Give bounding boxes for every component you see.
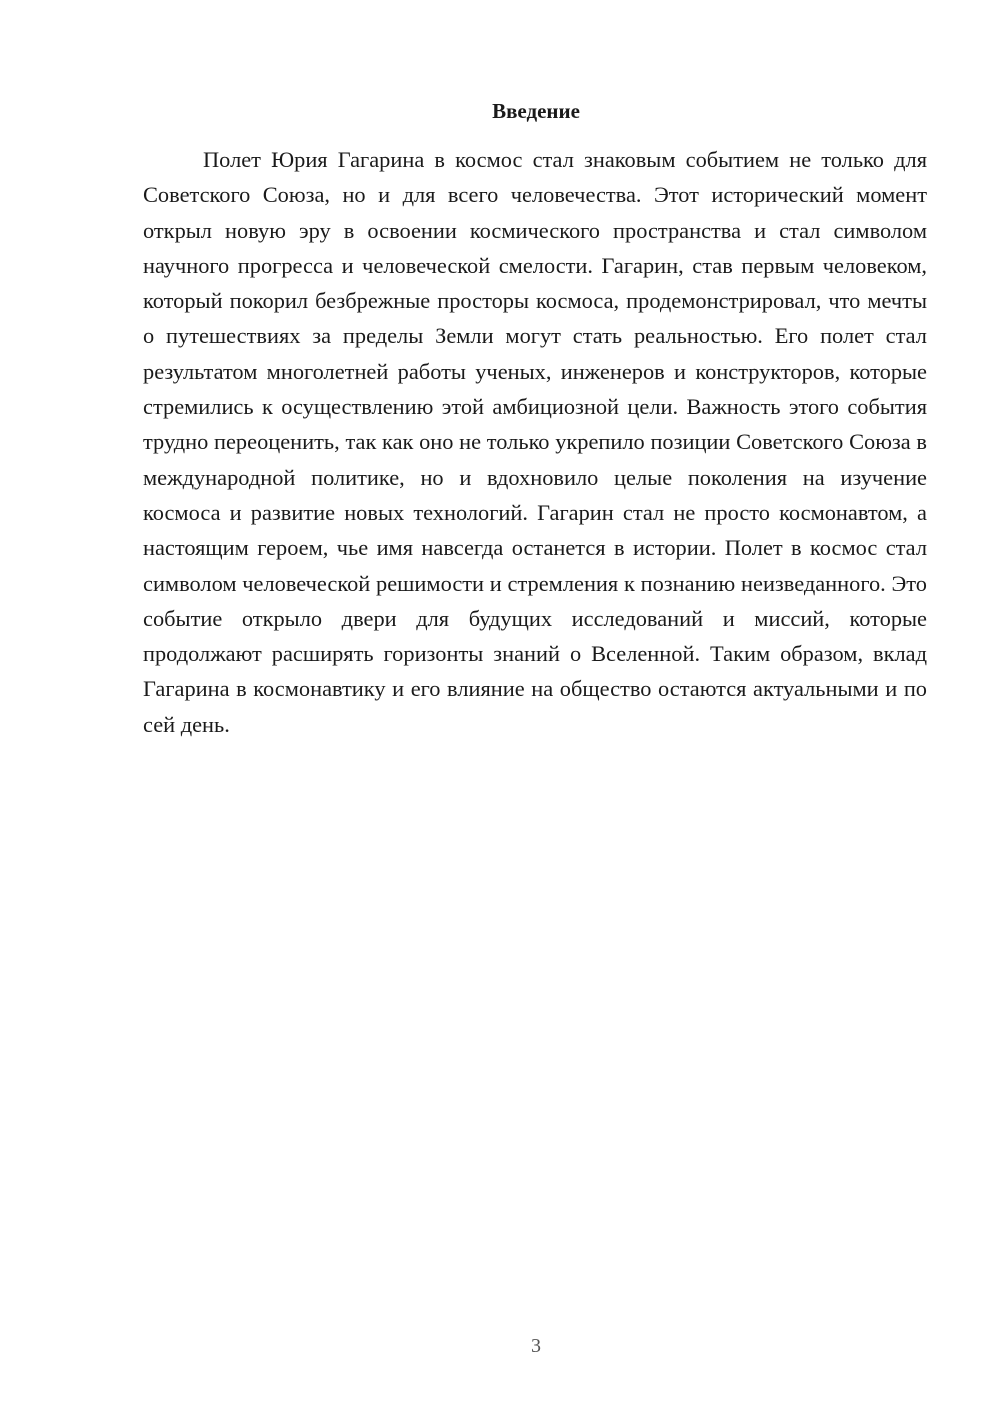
body-paragraph: Полет Юрия Гагарина в космос стал знаковым событием не только для Советского Союза, но и для всего человечества. Этот исторический момент открыл новую эру в освоении космического пространства и стал символом научного прогресса и человеческой смелости. Гагарин, став первым человеком, который покорил безбрежные просторы космоса, продемонстрировал, что мечты о путешествиях за пределы Земли могут стать реальностью. Его полет стал результатом многолетней работы ученых, инженеров и конструкторов, которые стремились к осуществлению этой амбициозной цели. Важность этого события трудно переоценить, так как оно не только укрепило позиции Советского Союза в международной политике, но и вдохновило целые поколения на изучение космоса и развитие новых технологий. Гагарин стал не просто космонавтом, а настоящим героем, чье имя навсегда останется в истории. Полет в космос стал символом человеческой решимости и стремления к познанию неизведанного. Это событие открыло двери для будущих исследований и миссий, которые продолжают расширять горизонты знаний о Вселенной. Таким образом, вклад Гагарина в космонавтику и его влияние на общество остаются актуальными и по сей день. [143,147,927,737]
section-heading: Введение [492,99,580,123]
page-number: 3 [531,1335,541,1357]
